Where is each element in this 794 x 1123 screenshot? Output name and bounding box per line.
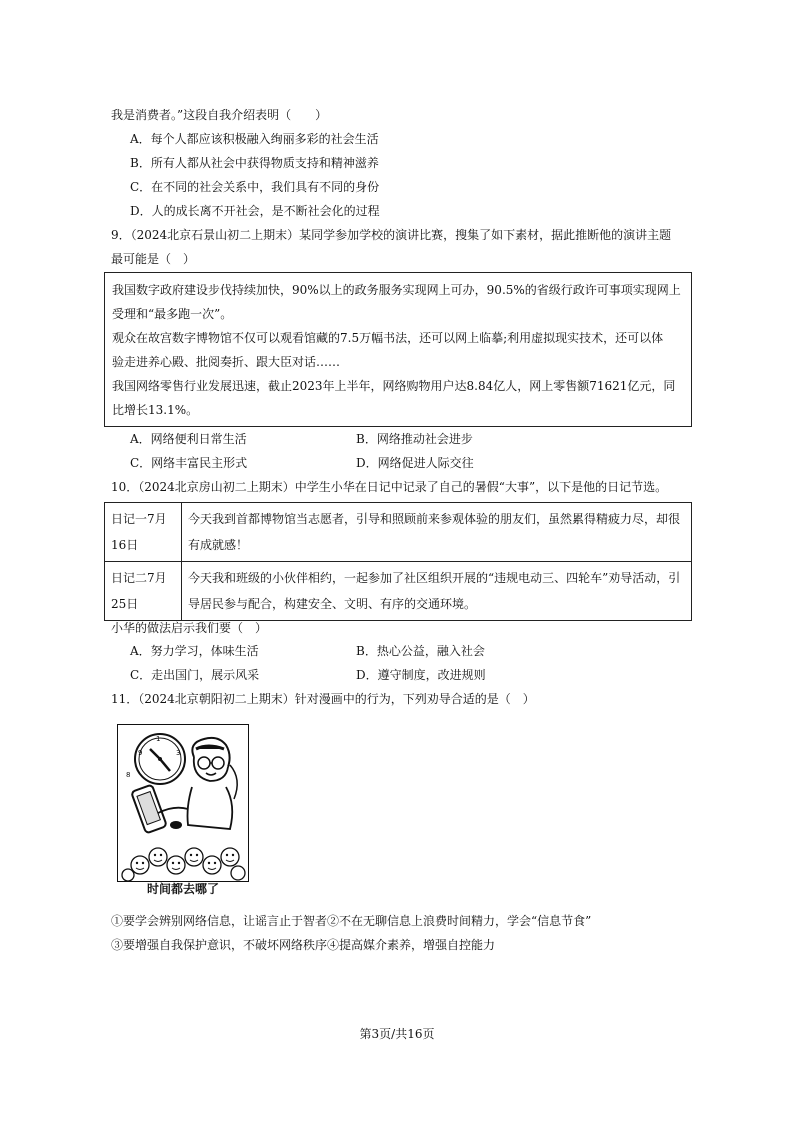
diary-date: 日记二7月25日 bbox=[105, 562, 182, 621]
q11-choice-line2: ③要增强自我保护意识，不破坏网络秩序④提高媒介素养，增强自控能力 bbox=[111, 938, 496, 952]
page-number: 第3页/共16页 bbox=[359, 1027, 435, 1041]
q9-option-c[interactable]: C．网络丰富民主形式 bbox=[130, 456, 248, 470]
q9-material-line: 受理和“最多跑一次”。 bbox=[112, 307, 233, 321]
q11-stem: 11．（2024北京朝阳初二上期末）针对漫画中的行为，下列劝导合适的是（ ） bbox=[111, 692, 535, 706]
diary-text: 今天我和班级的小伙伴相约，一起参加了社区组织开展的“违规电动三、四轮车”劝导活动，引导居民参与配合，构建安全、文明、有序的交通环境。 bbox=[182, 562, 692, 621]
q10-question: 小华的做法启示我们要（ ） bbox=[111, 621, 268, 635]
q9-stem-line1: 9．（2024北京石景山初二上期末）某同学参加学校的演讲比赛，搜集了如下素材，据此推断他的演讲主题 bbox=[111, 228, 672, 242]
cartoon-drawing bbox=[118, 725, 249, 882]
q10-diary-table bbox=[104, 502, 692, 621]
q9-option-a[interactable]: A．网络便利日常生活 bbox=[130, 432, 247, 446]
q9-material-line: 验走进养心殿、批阅奏折、跟大臣对话…… bbox=[112, 355, 341, 369]
q9-material-line: 比增长13.1%。 bbox=[112, 403, 199, 417]
q10-option-a[interactable]: A．努力学习，体味生活 bbox=[130, 644, 259, 658]
q9-material-line: 我国数字政府建设步伐持续加快，90%以上的政务服务实现网上可办，90.5%的省级行政许可事项实现网上 bbox=[112, 283, 681, 297]
q10-stem: 10．（2024北京房山初二上期末）中学生小华在日记中记录了自己的暑假“大事”，以下是他的日记节选。 bbox=[111, 480, 668, 494]
diary-date: 日记一7月16日 bbox=[105, 503, 182, 562]
q10-option-d[interactable]: D．遵守制度，改进规则 bbox=[356, 668, 486, 682]
q9-option-b[interactable]: B．网络推动社会进步 bbox=[356, 432, 473, 446]
q10-option-c[interactable]: C．走出国门，展示风采 bbox=[130, 668, 260, 682]
cartoon-caption: 时间都去哪了 bbox=[146, 882, 219, 896]
q9-material-line: 观众在故宫数字博物馆不仅可以观看馆藏的7.5万幅书法，还可以网上临摹;利用虚拟现实技术，还可以体 bbox=[112, 331, 664, 345]
q8-option-b[interactable]: B．所有人都从社会中获得物质支持和精神滋养 bbox=[130, 156, 379, 170]
q9-material-box bbox=[104, 272, 692, 427]
q8-option-d[interactable]: D．人的成长离不开社会，是不断社会化的过程 bbox=[130, 204, 380, 218]
q9-option-d[interactable]: D．网络促进人际交往 bbox=[356, 456, 474, 470]
svg-text:9: 9 bbox=[138, 749, 143, 757]
q8-option-c[interactable]: C．在不同的社会关系中，我们具有不同的身份 bbox=[130, 180, 380, 194]
emoji-faces bbox=[122, 848, 245, 881]
q11-choice-line1: ①要学会辨别网络信息，让谣言止于智者②不在无聊信息上浪费时间精力，学会“信息节食” bbox=[111, 914, 592, 928]
q8-option-a[interactable]: A．每个人都应该积极融入绚丽多彩的社会生活 bbox=[130, 132, 379, 146]
svg-text:8: 8 bbox=[126, 771, 131, 779]
q10-option-b[interactable]: B．热心公益，融入社会 bbox=[356, 644, 485, 658]
cartoon-image bbox=[117, 724, 249, 882]
table-row bbox=[105, 562, 692, 621]
svg-text:3: 3 bbox=[176, 749, 181, 757]
clock-icon bbox=[126, 734, 185, 784]
svg-text:1: 1 bbox=[156, 735, 161, 743]
q9-stem-line2: 最可能是（ ） bbox=[111, 252, 196, 266]
q9-material-line: 我国网络零售行业发展迅速，截止2023年上半年，网络购物用户达8.84亿人，网上零售额71621亿元，同 bbox=[112, 379, 676, 393]
diary-text: 今天我到首都博物馆当志愿者，引导和照顾前来参观体验的朋友们，虽然累得精疲力尽，却很有成就感！ bbox=[182, 503, 692, 562]
table-row bbox=[105, 503, 692, 562]
q8-stem-tail: 我是消费者。”这段自我介绍表明（ ） bbox=[111, 108, 328, 122]
